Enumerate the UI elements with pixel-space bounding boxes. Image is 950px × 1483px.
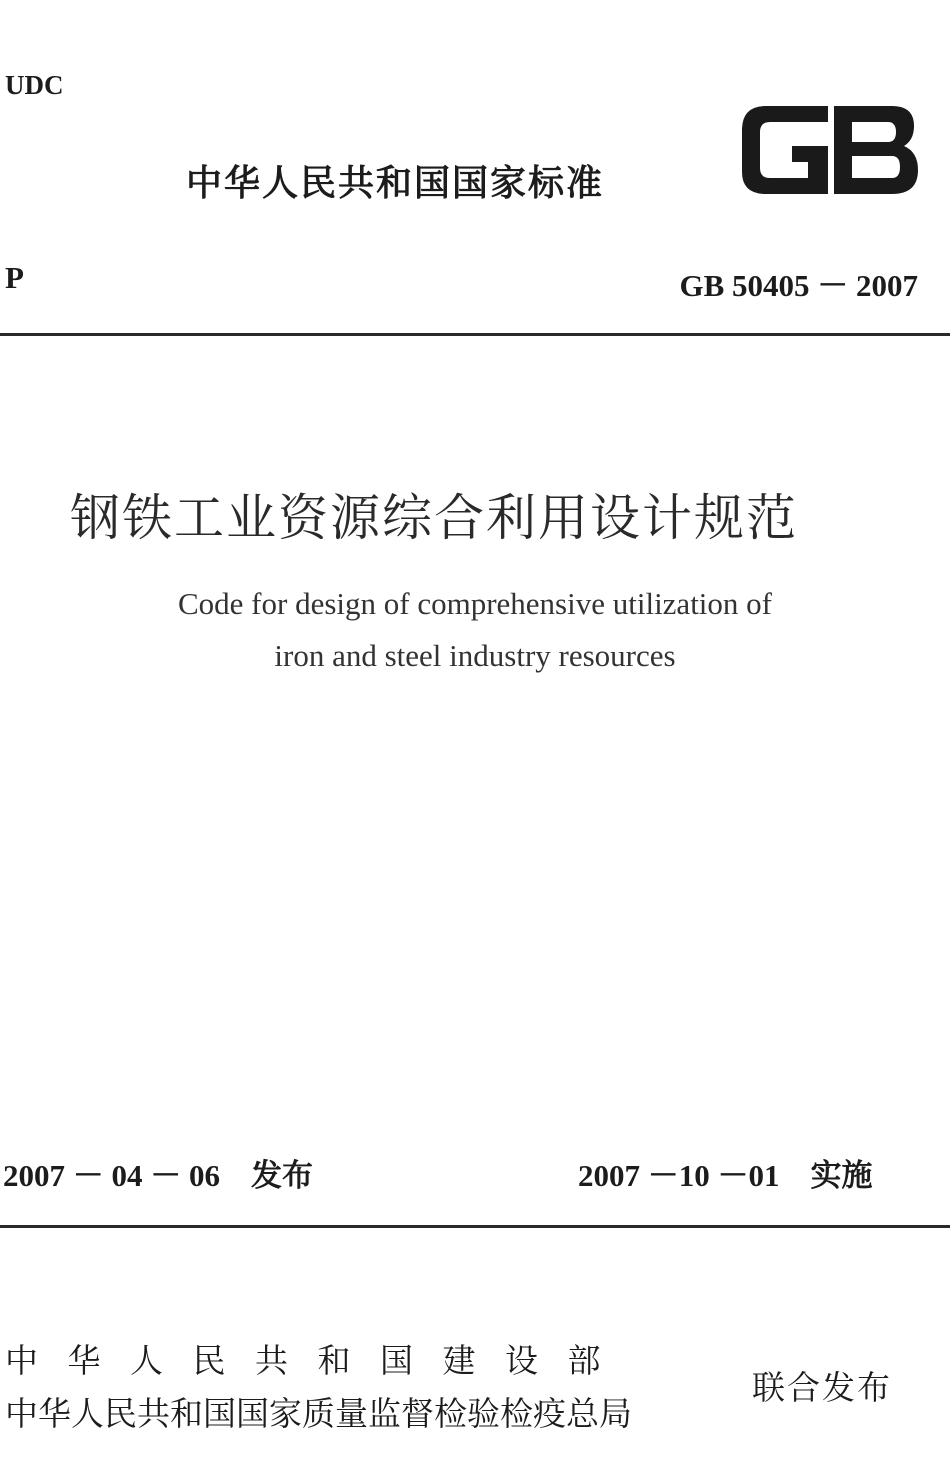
publisher-ministry: 中华人民共和国建设部 <box>5 1341 630 1380</box>
standard-name: 中华人民共和国国家标准 <box>186 163 605 204</box>
title-english-line-2: iron and steel industry resources <box>274 638 676 673</box>
gb-logo <box>736 100 920 200</box>
udc-label: UDC <box>5 70 64 100</box>
title-chinese: 钢铁工业资源综合利用设计规范 <box>70 489 798 547</box>
title-english <box>0 578 950 682</box>
standard-code: GB 50405 － 2007 <box>679 268 918 303</box>
joint-publish-label: 联合发布 <box>752 1368 892 1407</box>
header-divider <box>0 333 950 336</box>
publisher-aqsiq: 中华人民共和国国家质量监督检验检疫总局 <box>5 1394 632 1433</box>
classification-code: P <box>5 260 24 295</box>
footer-divider <box>0 1225 950 1228</box>
title-english-line-1: Code for design of comprehensive utilization of <box>177 586 772 621</box>
implementation-date: 2007 －10 －01 实施 <box>578 1158 873 1193</box>
issue-date: 2007 － 04 － 06 发布 <box>3 1158 313 1193</box>
